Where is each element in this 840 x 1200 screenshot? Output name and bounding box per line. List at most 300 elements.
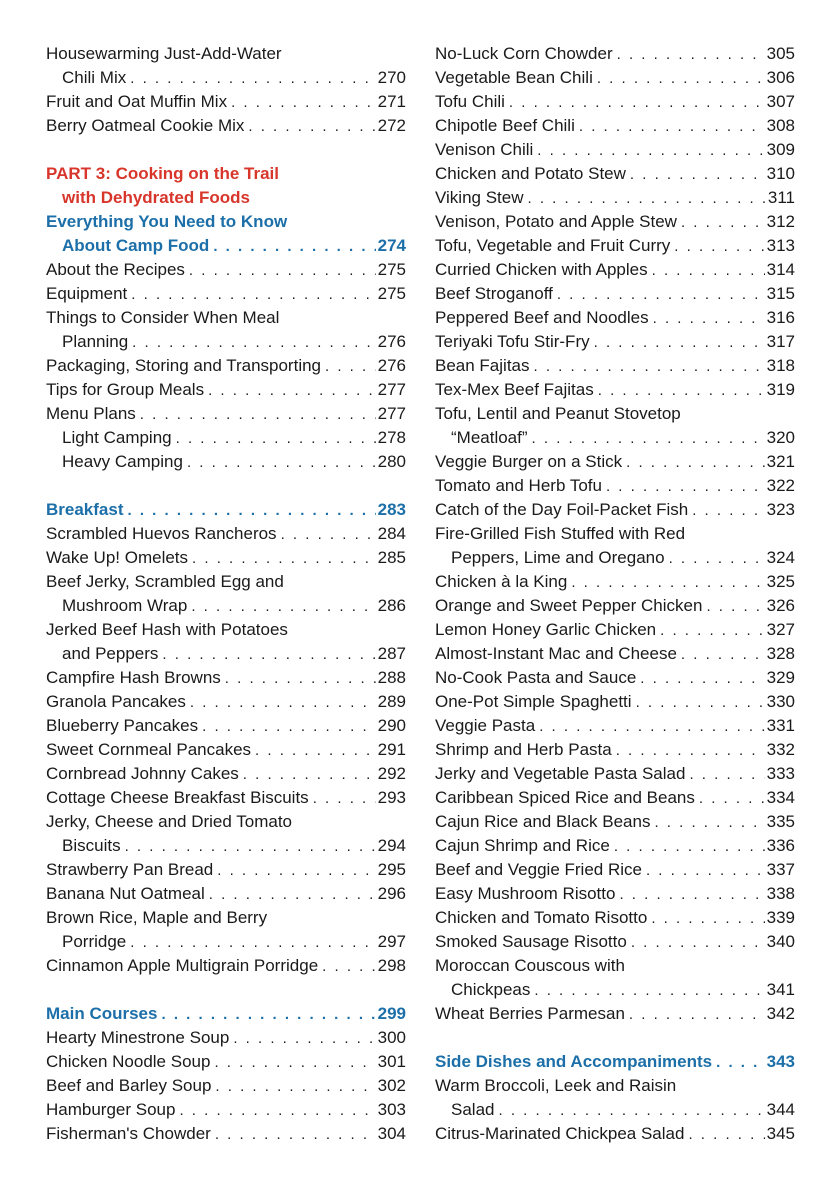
page-number: 328 — [766, 644, 795, 663]
page-number: 345 — [766, 1124, 795, 1143]
toc-entry — [435, 210, 795, 234]
section-spacer — [46, 138, 406, 162]
toc-entry-title: Cajun Shrimp and Rice — [435, 836, 610, 855]
toc-entry — [435, 690, 795, 714]
dot-leader — [597, 67, 765, 91]
page-number: 283 — [377, 500, 406, 519]
page-number: 277 — [377, 404, 406, 423]
dot-leader — [130, 931, 375, 955]
toc-entry-title: Side Dishes and Accompaniments — [435, 1052, 713, 1071]
toc-entry-title: Packaging, Storing and Transporting — [46, 356, 322, 375]
page-number: 331 — [766, 716, 795, 735]
dot-leader — [140, 403, 376, 427]
toc-entry-title: Catch of the Day Foil-Packet Fish — [435, 500, 689, 519]
toc-entry — [435, 474, 795, 498]
dot-leader — [534, 355, 765, 379]
toc-entry-title: Shrimp and Herb Pasta — [435, 740, 612, 759]
page-number: 275 — [377, 284, 406, 303]
toc-entry — [435, 138, 795, 162]
dot-leader — [128, 499, 376, 523]
toc-entry-line1: Housewarming Just-Add-Water — [46, 44, 282, 63]
dot-leader — [579, 115, 765, 139]
page-number: 295 — [377, 860, 406, 879]
dot-leader — [131, 283, 375, 307]
toc-entry-title: Strawberry Pan Bread — [46, 860, 214, 879]
toc-entry-title: Equipment — [46, 284, 128, 303]
dot-leader — [209, 883, 376, 907]
dot-leader — [537, 139, 764, 163]
dot-leader — [215, 1123, 376, 1147]
page-number: 337 — [766, 860, 795, 879]
dot-leader — [255, 739, 376, 763]
dot-leader — [179, 1099, 375, 1123]
toc-entry-title: Peppers, Lime and Oregano — [451, 548, 665, 567]
toc-entry-title: Biscuits — [62, 836, 121, 855]
toc-entry — [46, 642, 406, 666]
toc-entry — [46, 114, 406, 138]
page-number: 292 — [377, 764, 406, 783]
toc-entry-title: Granola Pancakes — [46, 692, 186, 711]
dot-leader — [617, 43, 765, 67]
page-number: 339 — [766, 908, 795, 927]
toc-entry-title: Wheat Berries Parmesan — [435, 1004, 625, 1023]
toc-entry — [435, 234, 795, 258]
dot-leader — [646, 859, 765, 883]
page-number: 336 — [766, 836, 795, 855]
dot-leader — [189, 259, 376, 283]
page-number: 298 — [377, 956, 406, 975]
page-number: 311 — [767, 188, 795, 207]
toc-entry — [435, 594, 795, 618]
dot-leader — [598, 379, 765, 403]
toc-entry — [46, 762, 406, 786]
toc-entry-title: Beef and Veggie Fried Rice — [435, 860, 642, 879]
section-heading — [46, 1002, 406, 1026]
dot-leader — [652, 259, 765, 283]
toc-entry-title: Bean Fajitas — [435, 356, 530, 375]
toc-entry-title: Easy Mushroom Risotto — [435, 884, 616, 903]
page-number: 310 — [766, 164, 795, 183]
toc-entry-title: Caribbean Spiced Rice and Beans — [435, 788, 695, 807]
toc-entry-title: and Peppers — [62, 644, 159, 663]
toc-entry-title: Viking Stew — [435, 188, 524, 207]
page-number: 277 — [377, 380, 406, 399]
page-number: 330 — [766, 692, 795, 711]
page-number: 299 — [377, 1004, 406, 1023]
toc-entry-title: Orange and Sweet Pepper Chicken — [435, 596, 703, 615]
toc-entry-title: Curried Chicken with Apples — [435, 260, 648, 279]
page-number: 271 — [377, 92, 406, 111]
toc-entry — [46, 546, 406, 570]
toc-entry-title: Planning — [62, 332, 129, 351]
toc-entry-line1: Everything You Need to Know — [46, 212, 288, 231]
page-number: 333 — [766, 764, 795, 783]
toc-entry — [435, 858, 795, 882]
toc-entry — [435, 282, 795, 306]
toc-entry-line1: Moroccan Couscous with — [435, 956, 625, 975]
page-number: 302 — [377, 1076, 406, 1095]
toc-entry-line1: Tofu, Lentil and Peanut Stovetop — [435, 404, 681, 423]
toc-entry-title: “Meatloaf” — [451, 428, 528, 447]
toc-entry-title: No-Cook Pasta and Sauce — [435, 668, 637, 687]
toc-entry — [435, 330, 795, 354]
page-number: 307 — [766, 92, 795, 111]
toc-entry-title: Heavy Camping — [62, 452, 183, 471]
toc-entry-title: Tips for Group Meals — [46, 380, 205, 399]
dot-leader — [313, 787, 376, 811]
dot-leader — [692, 499, 764, 523]
toc-entry — [46, 714, 406, 738]
dot-leader — [190, 691, 376, 715]
toc-entry — [435, 114, 795, 138]
part-heading-line1: PART 3: Cooking on the Trail — [46, 164, 279, 183]
toc-entry-title: Blueberry Pancakes — [46, 716, 199, 735]
dot-leader — [716, 1051, 765, 1075]
page-number: 276 — [377, 356, 406, 375]
dot-leader — [669, 547, 765, 571]
dot-leader — [654, 811, 764, 835]
toc-entry-title: One-Pot Simple Spaghetti — [435, 692, 632, 711]
section-heading — [46, 498, 406, 522]
section-spacer — [46, 978, 406, 1002]
toc-entry — [46, 426, 406, 450]
toc-entry — [435, 378, 795, 402]
toc-entry — [46, 378, 406, 402]
toc-entry-title: About Camp Food — [62, 236, 210, 255]
dot-leader — [660, 619, 765, 643]
page-number: 315 — [766, 284, 795, 303]
dot-leader — [243, 763, 376, 787]
page-number: 329 — [766, 668, 795, 687]
toc-entry-title: Vegetable Bean Chili — [435, 68, 593, 87]
toc-entry-title: Cinnamon Apple Multigrain Porridge — [46, 956, 319, 975]
dot-leader — [509, 91, 765, 115]
toc-entry-title: Citrus-Marinated Chickpea Salad — [435, 1124, 685, 1143]
toc-entry-line1: Fire-Grilled Fish Stuffed with Red — [435, 524, 686, 543]
page-number: 321 — [766, 452, 795, 471]
toc-entry — [46, 522, 406, 546]
toc-entry — [435, 306, 795, 330]
toc-entry-title: Chickpeas — [451, 980, 531, 999]
page-number: 320 — [766, 428, 795, 447]
toc-entry-title: Tomato and Herb Tofu — [435, 476, 602, 495]
dot-leader — [631, 931, 765, 955]
toc-entry — [435, 786, 795, 810]
toc-entry — [435, 642, 795, 666]
page-number: 312 — [766, 212, 795, 231]
dot-leader — [606, 475, 765, 499]
toc-entry-title: Almost-Instant Mac and Cheese — [435, 644, 677, 663]
toc-entry-title: Chicken Noodle Soup — [46, 1052, 211, 1071]
toc-entry-title: Chili Mix — [62, 68, 127, 87]
page-number: 343 — [766, 1052, 795, 1071]
toc-column-right — [435, 42, 795, 1146]
toc-entry — [435, 162, 795, 186]
dot-leader — [651, 907, 764, 931]
toc-entry — [435, 834, 795, 858]
page-number: 287 — [377, 644, 406, 663]
toc-entry-title: Veggie Burger on a Stick — [435, 452, 623, 471]
dot-leader — [534, 979, 764, 1003]
dot-leader — [498, 1099, 764, 1123]
page-number: 306 — [766, 68, 795, 87]
toc-entry-title: Lemon Honey Garlic Chicken — [435, 620, 657, 639]
dot-leader — [557, 283, 765, 307]
page-number: 309 — [766, 140, 795, 159]
toc-entry-title: About the Recipes — [46, 260, 185, 279]
dot-leader — [213, 235, 375, 259]
toc-entry-line1: Jerky, Cheese and Dried Tomato — [46, 812, 292, 831]
part-heading-line2: with Dehydrated Foods — [62, 188, 250, 207]
dot-leader — [233, 1027, 375, 1051]
page-number: 334 — [766, 788, 795, 807]
dot-leader — [162, 643, 375, 667]
dot-leader — [571, 571, 764, 595]
page-number: 316 — [766, 308, 795, 327]
toc-entry-title: Fruit and Oat Muffin Mix — [46, 92, 228, 111]
page-number: 286 — [377, 596, 406, 615]
toc-entry — [46, 690, 406, 714]
toc-entry-title: Fisherman's Chowder — [46, 1124, 211, 1143]
toc-entry-title: Tex-Mex Beef Fajitas — [435, 380, 594, 399]
toc-entry — [435, 906, 795, 930]
dot-leader — [215, 1075, 375, 1099]
toc-entry-title: Wake Up! Omelets — [46, 548, 189, 567]
toc-entry-line1: Beef Jerky, Scrambled Egg and — [46, 572, 284, 591]
page-number: 342 — [766, 1004, 795, 1023]
toc-entry — [46, 282, 406, 306]
dot-leader — [132, 331, 375, 355]
page-number: 275 — [377, 260, 406, 279]
dot-leader — [225, 667, 376, 691]
toc-entry — [46, 858, 406, 882]
toc-entry — [46, 1074, 406, 1098]
toc-entry — [435, 1002, 795, 1026]
toc-entry — [435, 666, 795, 690]
toc-entry — [46, 1026, 406, 1050]
toc-entry-title: Cornbread Johnny Cakes — [46, 764, 239, 783]
toc-entry — [46, 90, 406, 114]
dot-leader — [614, 835, 765, 859]
toc-entry-title: Hearty Minestrone Soup — [46, 1028, 230, 1047]
toc-entry-title: Berry Oatmeal Cookie Mix — [46, 116, 245, 135]
toc-entry — [435, 42, 795, 66]
toc-entry — [46, 882, 406, 906]
page-number: 270 — [377, 68, 406, 87]
page-number: 325 — [766, 572, 795, 591]
dot-leader — [191, 595, 375, 619]
toc-entry-title: Scrambled Huevos Rancheros — [46, 524, 277, 543]
section-spacer — [46, 474, 406, 498]
toc-entry — [46, 354, 406, 378]
toc-entry-title: Menu Plans — [46, 404, 136, 423]
dot-leader — [322, 955, 375, 979]
toc-entry-title: Sweet Cornmeal Pancakes — [46, 740, 252, 759]
toc-entry — [46, 786, 406, 810]
page-number: 293 — [377, 788, 406, 807]
toc-column-left — [46, 42, 406, 1146]
page-number: 300 — [377, 1028, 406, 1047]
dot-leader — [630, 163, 765, 187]
toc-entry — [46, 258, 406, 282]
toc-entry — [435, 930, 795, 954]
dot-leader — [248, 115, 375, 139]
dot-leader — [176, 427, 376, 451]
toc-entry — [46, 66, 406, 90]
toc-entry-title: Teriyaki Tofu Stir-Fry — [435, 332, 590, 351]
toc-entry-title: Chicken and Tomato Risotto — [435, 908, 648, 927]
toc-entry-title: Campfire Hash Browns — [46, 668, 221, 687]
page-number: 340 — [766, 932, 795, 951]
page-number: 296 — [377, 884, 406, 903]
toc-entry-title: Breakfast — [46, 500, 124, 519]
page-number: 314 — [766, 260, 795, 279]
page-number: 322 — [766, 476, 795, 495]
toc-entry — [46, 666, 406, 690]
toc-entry — [46, 330, 406, 354]
section-heading — [46, 234, 406, 258]
toc-entry — [435, 618, 795, 642]
toc-entry-title: No-Luck Corn Chowder — [435, 44, 613, 63]
toc-entry — [46, 450, 406, 474]
dot-leader — [688, 1123, 764, 1147]
page-number: 290 — [377, 716, 406, 735]
toc-entry — [435, 978, 795, 1002]
dot-leader — [528, 187, 766, 211]
page-number: 284 — [377, 524, 406, 543]
toc-entry — [435, 450, 795, 474]
toc-entry-title: Cottage Cheese Breakfast Biscuits — [46, 788, 309, 807]
dot-leader — [161, 1003, 375, 1027]
dot-leader — [689, 763, 764, 787]
page-number: 280 — [377, 452, 406, 471]
toc-entry-title: Mushroom Wrap — [62, 596, 188, 615]
toc-entry-title: Veggie Pasta — [435, 716, 536, 735]
page-number: 332 — [766, 740, 795, 759]
toc-entry-title: Beef and Barley Soup — [46, 1076, 212, 1095]
page-number: 285 — [377, 548, 406, 567]
dot-leader — [699, 787, 765, 811]
page-number: 327 — [766, 620, 795, 639]
dot-leader — [125, 835, 376, 859]
page-number: 324 — [766, 548, 795, 567]
page-number: 323 — [766, 500, 795, 519]
toc-entry — [46, 930, 406, 954]
page-number: 288 — [377, 668, 406, 687]
toc-entry — [435, 258, 795, 282]
page-number: 317 — [766, 332, 795, 351]
toc-entry — [46, 1050, 406, 1074]
dot-leader — [640, 667, 764, 691]
dot-leader — [325, 355, 376, 379]
page-number: 338 — [766, 884, 795, 903]
toc-entry — [435, 426, 795, 450]
page-number: 344 — [766, 1100, 795, 1119]
page-number: 341 — [766, 980, 795, 999]
dot-leader — [629, 1003, 765, 1027]
dot-leader — [653, 307, 765, 331]
dot-leader — [616, 739, 765, 763]
toc-entry-title: Cajun Rice and Black Beans — [435, 812, 651, 831]
dot-leader — [208, 379, 376, 403]
page-number: 319 — [766, 380, 795, 399]
dot-leader — [214, 1051, 375, 1075]
toc-entry-title: Chipotle Beef Chili — [435, 116, 575, 135]
dot-leader — [217, 859, 375, 883]
toc-entry-title: Tofu, Vegetable and Fruit Curry — [435, 236, 671, 255]
section-heading — [435, 1050, 795, 1074]
toc-entry-title: Jerky and Vegetable Pasta Salad — [435, 764, 686, 783]
toc-entry-title: Salad — [451, 1100, 495, 1119]
page-number: 303 — [377, 1100, 406, 1119]
dot-leader — [192, 547, 376, 571]
toc-entry — [46, 834, 406, 858]
toc-entry — [46, 954, 406, 978]
toc-entry — [435, 354, 795, 378]
toc-entry — [46, 738, 406, 762]
toc-entry-title: Tofu Chili — [435, 92, 505, 111]
section-spacer — [435, 1026, 795, 1050]
toc-entry — [435, 66, 795, 90]
toc-entry — [435, 810, 795, 834]
toc-entry-title: Peppered Beef and Noodles — [435, 308, 649, 327]
dot-leader — [681, 643, 765, 667]
page-number: 278 — [377, 428, 406, 447]
dot-leader — [594, 331, 765, 355]
page-number: 289 — [377, 692, 406, 711]
toc-entry-title: Chicken à la King — [435, 572, 568, 591]
toc-entry-title: Main Courses — [46, 1004, 158, 1023]
page-number: 274 — [377, 236, 406, 255]
page-number: 297 — [377, 932, 406, 951]
toc-entry — [435, 882, 795, 906]
page-number: 305 — [766, 44, 795, 63]
toc-entry — [435, 546, 795, 570]
toc-entry — [435, 90, 795, 114]
toc-entry-title: Porridge — [62, 932, 127, 951]
page-number: 272 — [377, 116, 406, 135]
dot-leader — [674, 235, 764, 259]
page-number: 304 — [377, 1124, 406, 1143]
part-heading — [46, 162, 406, 210]
toc-entry — [435, 570, 795, 594]
toc-entry-title: Smoked Sausage Risotto — [435, 932, 627, 951]
toc-entry — [435, 762, 795, 786]
toc-entry-line1: Things to Consider When Meal — [46, 308, 280, 327]
toc-entry-title: Hamburger Soup — [46, 1100, 176, 1119]
dot-leader — [539, 715, 764, 739]
toc-entry — [435, 714, 795, 738]
dot-leader — [681, 211, 765, 235]
page-number: 313 — [766, 236, 795, 255]
toc-entry — [46, 1098, 406, 1122]
toc-entry-title: Chicken and Potato Stew — [435, 164, 626, 183]
page-number: 294 — [377, 836, 406, 855]
toc-entry — [435, 1122, 795, 1146]
page-number: 301 — [377, 1052, 406, 1071]
toc-entry — [435, 738, 795, 762]
dot-leader — [202, 715, 375, 739]
toc-entry — [46, 402, 406, 426]
dot-leader — [187, 451, 376, 475]
toc-entry — [435, 498, 795, 522]
toc-entry-title: Light Camping — [62, 428, 172, 447]
page-number: 318 — [766, 356, 795, 375]
toc-entry — [435, 1098, 795, 1122]
toc-entry-line1: Jerked Beef Hash with Potatoes — [46, 620, 288, 639]
toc-entry-title: Banana Nut Oatmeal — [46, 884, 205, 903]
toc-entry-title: Venison, Potato and Apple Stew — [435, 212, 677, 231]
